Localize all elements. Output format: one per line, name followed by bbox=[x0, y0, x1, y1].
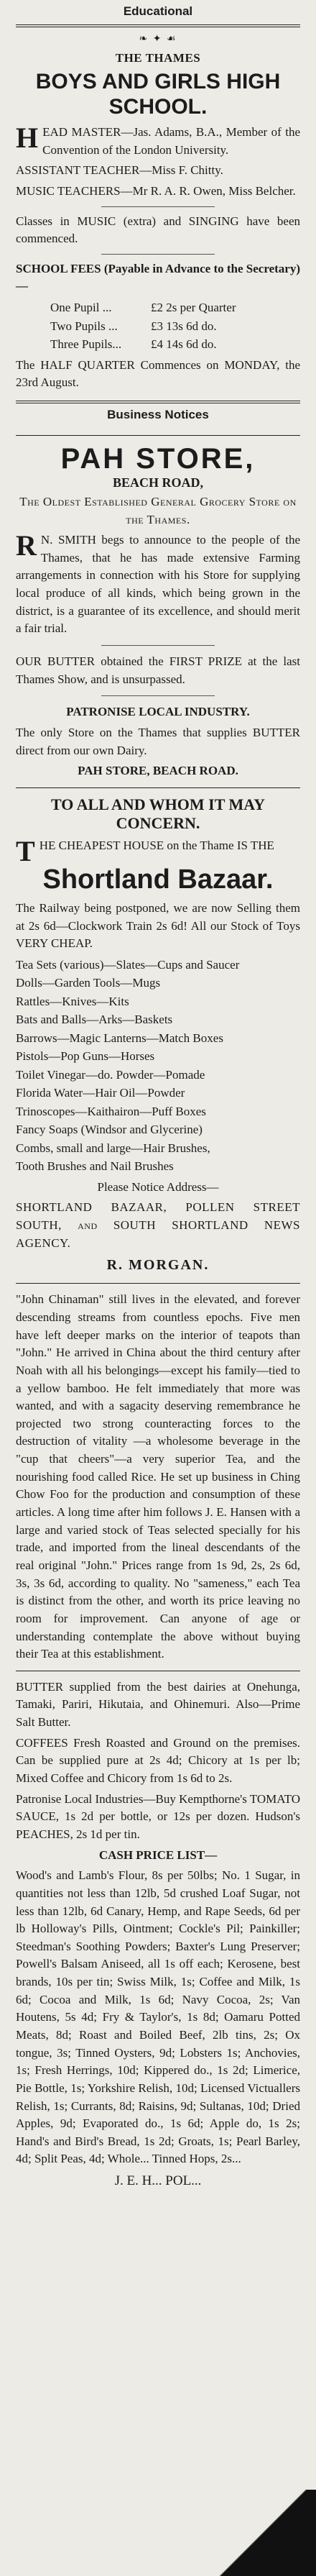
section-heading-educational: Educational bbox=[123, 4, 193, 18]
list-item: Tooth Brushes and Nail Brushes bbox=[16, 1159, 174, 1174]
address: SHORTLAND BAZAAR, POLLEN STREET SOUTH, and SOUTH SHORTLAND NEWS AGENCY. bbox=[16, 1200, 300, 1250]
cash-price-list: Wood's and Lamb's Flour, 8s per 50lbs; No. 1 Sugar, in quantities not less than 12lb, 5d crushed Loaf Sugar, not less than 12lb, 6d Canary, Hemp, and Rape Seeds, 6d per lb Holloway's Pills, Ointment; Cockle's Pil; Painkiller; Steedman's Soothing Powders; Baxter's Lung Preserver; Powell's Balsam Aniseed, all 1s off each; Kerosene, best brands, 10s per tin; Swiss Milk, 1s; Coffee and Milk, 1s 6d; Cocoa and Milk, 1s 6d; Navy Cocoa, 2s; Van Houtens, 5s 4d; Fry & Taylor's, 1s 8d; Oamaru Potted Meats, 8d; Roast and Boiled Beef, 2lb tins, 2s; Ox tongue, 3s; Tinned Oysters, 9d; Lobsters 1s; Anchovies, 1s; Fresh Herrings, 10d; Kippered do., 1s 2d; Limerice, Pie Bottle, 1s; Yorkshire Relish, 10d; Licensed Victuallers Relish, 1s; Currants, 8d; Raisins, 9d; Sultanas, 10d; Dried Apples, 9d; Evaporated do., 1s 6d; Apple do, 1s 2s; Hand's and Bird's Bread, 1s 2d; Groats, 1s; Pearl Barley, 4d; Split Peas, 4d; Whole... Tinned Hops, 2s... bbox=[16, 1868, 300, 2166]
assistant-teacher: ASSISTANT TEACHER—Miss F. Chitty. bbox=[16, 163, 223, 178]
dropcap-r: R bbox=[16, 529, 37, 562]
head-master: HEAD MASTER—Jas. Adams, B.A., Member of the Convention of the London University. bbox=[16, 122, 300, 157]
butter-supply: BUTTER supplied from the best dairies at Onehunga, Tamaki, Pariri, Hikutaia, and Ohinemuri. Also—Prime Salt Butter. bbox=[16, 1679, 300, 1730]
ornament-icon: ❧ ✦ ☙ bbox=[139, 34, 177, 45]
patronise-local: Patronise Local Industries—Buy Kempthorne's TOMATO SAUCE, 1s 2d per bottle, or 12s per dozen. Hudson's PEACHES, 2s 1d per tin. bbox=[16, 1791, 300, 1841]
list-item: Rattles—Knives—Kits bbox=[16, 994, 129, 1008]
divider bbox=[16, 435, 300, 436]
dropcap-h: H bbox=[16, 122, 39, 154]
owner-name: R. MORGAN. bbox=[106, 1257, 210, 1274]
list-item: Dolls—Garden Tools—Mugs bbox=[16, 976, 161, 990]
fee-row: One Pupil ... £2 2s per Quarter bbox=[50, 301, 236, 315]
list-item: Pistols—Pop Guns—Horses bbox=[16, 1049, 155, 1064]
list-item: Bats and Balls—Arks—Baskets bbox=[16, 1013, 173, 1027]
pah-store-subtitle: The Oldest Established General Grocery Store on the Thames. bbox=[19, 494, 297, 526]
patronise-body: The only Store on the Thames that supplies BUTTER direct from our own Dairy. bbox=[16, 725, 300, 757]
signature: J. E. H... POL... bbox=[114, 2173, 202, 2189]
list-item: Barrows—Magic Lanterns—Match Boxes bbox=[16, 1031, 223, 1045]
chinaman-article: "John Chinaman" still lives in the elevated, and forever descending streams from countless epochs. Five men have left deeper marks on the interior of teapots than "John." He arrived in China about the third century after Noah with all his belongings—except his family—tied to a yellow bamboo. He felt immediately that more was wanted, and with a sagacity deserving remembrance he projected two strong counteracting forces to the destruction of vitality —a wholesome beverage in the "cup that cheers"—a very superior Tea, and the nourishing food called Rice. He set up business in Ching Chow Foo for the production and consumption of these articles. A long time after him follows J. E. Hansen with a large and varied stock of Teas selected specially for his trade, and imported from the lineal descendants of the real original "John." Prices range from 1s 9d, 2s, 2s 6d, 3s, 3s 6d, according to quality. No "sameness," each Tea is distinct from the other, and worth its price leaving no room for improvement. Can anyone of age or understanding contemplate the above without buying their Tea at this establishment. bbox=[16, 1292, 300, 1661]
half-quarter-note: The HALF QUARTER Commences on MONDAY, the 23rd August. bbox=[16, 357, 300, 390]
cheapest-house: THE CHEAPEST HOUSE on the Thame IS THE bbox=[16, 834, 274, 867]
to-all-heading: TO ALL AND WHOM IT MAY CONCERN. bbox=[50, 795, 266, 832]
fees-heading: SCHOOL FEES (Payable in Advance to the Secretary)— bbox=[16, 261, 300, 293]
pah-store-footer: PAH STORE, BEACH ROAD. bbox=[78, 764, 238, 778]
pah-store-road: BEACH ROAD, bbox=[112, 475, 203, 490]
divider bbox=[101, 254, 215, 255]
fees-table bbox=[16, 298, 300, 354]
shortland-bazaar-title: Shortland Bazaar. bbox=[42, 864, 274, 895]
pah-store-body: R N. SMITH begs to announce to the people of the Thames, that he has made extensive Farming arrangements in connection with his Store for supplying local produce of all kinds, which being grown in the district, is a guarantee of its excellence, and should merit a fair trial. bbox=[16, 529, 300, 636]
dropcap-t: T bbox=[16, 834, 35, 867]
divider bbox=[16, 1283, 300, 1284]
cash-price-heading: CASH PRICE LIST— bbox=[98, 1847, 218, 1862]
classes-note: Classes in MUSIC (extra) and SINGING have been commenced. bbox=[16, 214, 300, 246]
pah-store-title: PAH STORE, bbox=[60, 442, 256, 475]
music-teachers: MUSIC TEACHERS—Mr R. A. R. Owen, Miss Belcher. bbox=[16, 183, 296, 198]
school-name: THE THAMES bbox=[115, 51, 201, 65]
list-item: Fancy Soaps (Windsor and Glycerine) bbox=[16, 1123, 203, 1137]
list-item: Trinoscopes—Kaithairon—Puff Boxes bbox=[16, 1104, 206, 1118]
divider bbox=[16, 24, 300, 27]
patronise-heading: PATRONISE LOCAL INDUSTRY. bbox=[66, 705, 250, 719]
divider bbox=[101, 695, 215, 696]
torn-corner bbox=[215, 2490, 316, 2576]
fee-row: Three Pupils... £4 14s 6d do. bbox=[50, 337, 217, 352]
fee-row: Two Pupils ... £3 13s 6d do. bbox=[50, 319, 217, 333]
list-item: Toilet Vinegar—do. Powder—Pomade bbox=[16, 1067, 205, 1082]
school-title: BOYS AND GIRLS HIGH SCHOOL. bbox=[35, 70, 281, 119]
divider bbox=[101, 206, 215, 207]
list-item: Tea Sets (various)—Slates—Cups and Saucer bbox=[16, 957, 240, 972]
section-heading-business: Business Notices bbox=[107, 407, 209, 421]
butter-prize: OUR BUTTER obtained the FIRST PRIZE at the last Thames Show, and is unsurpassed. bbox=[16, 654, 300, 686]
railway-notice: The Railway being postponed, we are now Selling them at 2s 6d—Clockwork Train 2s 6d! All our Stock of Toys VERY CHEAP. bbox=[16, 900, 300, 951]
coffees-note: COFFEES Fresh Roasted and Ground on the premises. Can be supplied pure at 2s 4d; Chicory at 1s per lb; Mixed Coffee and Chicory from 1s 6d to 2s. bbox=[16, 1735, 300, 1786]
list-item: Florida Water—Hair Oil—Powder bbox=[16, 1086, 185, 1100]
list-item: Combs, small and large—Hair Brushes, bbox=[16, 1141, 210, 1155]
divider bbox=[16, 787, 300, 788]
address-heading: Please Notice Address— bbox=[97, 1179, 219, 1194]
goods-list bbox=[16, 956, 300, 1176]
divider bbox=[101, 645, 215, 646]
